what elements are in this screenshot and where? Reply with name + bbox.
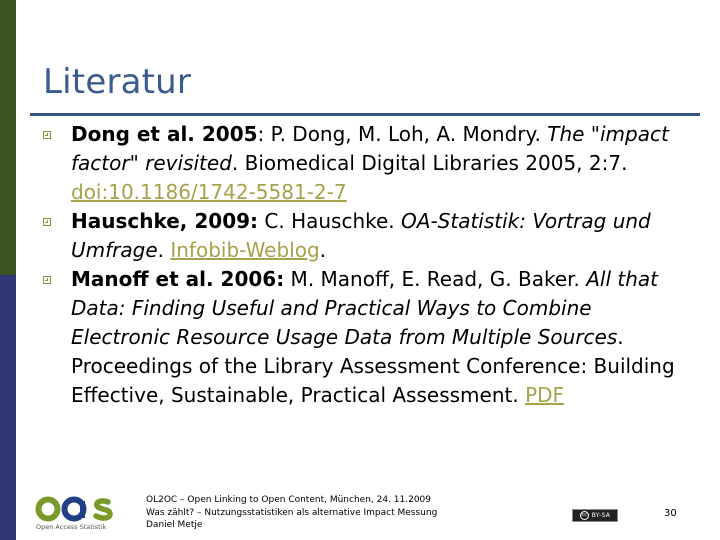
reference-title: All that Data: Finding Useful and Practical Ways to Combine Electronic Resource Usage Data from Multiple Sources [71,267,659,349]
reference-key: Hauschke, 2009: [71,209,259,233]
footer-line-author: Daniel Metje [146,520,203,530]
reference-link[interactable]: Infobib-Weblog [170,238,320,262]
square-bullet-icon [43,276,51,284]
reference-list [43,120,693,410]
reference-link[interactable]: PDF [525,383,565,407]
reference-title: The "impact factor" revisited [71,122,669,175]
reference-authors: M. Manoff, E. Read, G. Baker. [284,267,587,291]
reference-source: . Proceedings of the Library Assessment Conference: Building Effective, Sustainable, Practical Assessment. [71,325,675,407]
footer-line-event: OL2OC – Open Linking to Open Content, München, 24. 11.2009 [146,495,432,505]
title-rule [30,113,700,116]
reference-tail: . [319,238,327,262]
reference-item [43,265,693,410]
square-bullet-icon [43,218,51,226]
reference-key: Manoff et al. 2006: [71,267,285,291]
reference-item [43,207,693,265]
oas-logo [34,493,126,533]
page-number: 30 [664,508,677,519]
reference-authors: C. Hauschke. [258,209,402,233]
reference-authors: : P. Dong, M. Loh, A. Mondry. [257,122,548,146]
reference-title: OA-Statistik: Vortrag und Umfrage [71,209,651,262]
cc-license-badge[interactable] [572,509,618,522]
reference-link[interactable]: doi:10.1186/1742-5581-2-7 [71,180,347,204]
oas-logo-icon [34,493,126,523]
license-label: BY-SA [591,512,611,519]
side-bar-top [0,0,16,275]
cc-icon: cc [581,512,588,518]
reference-source: . Biomedical Digital Libraries 2005, 2:7. [231,151,628,175]
reference-key: Dong et al. 2005 [71,122,258,146]
side-bar [0,0,16,540]
square-bullet-icon [43,131,51,139]
footer-line-talk: Was zählt? – Nutzungsstatistiken als alternative Impact Messung [146,507,438,518]
slide-title: Literatur [43,62,192,102]
footer-info [146,494,437,532]
reference-item [43,120,693,207]
logo-subtitle: Open Access Statistik [36,523,107,531]
reference-source: . [157,238,171,262]
side-bar-bottom [0,275,16,540]
